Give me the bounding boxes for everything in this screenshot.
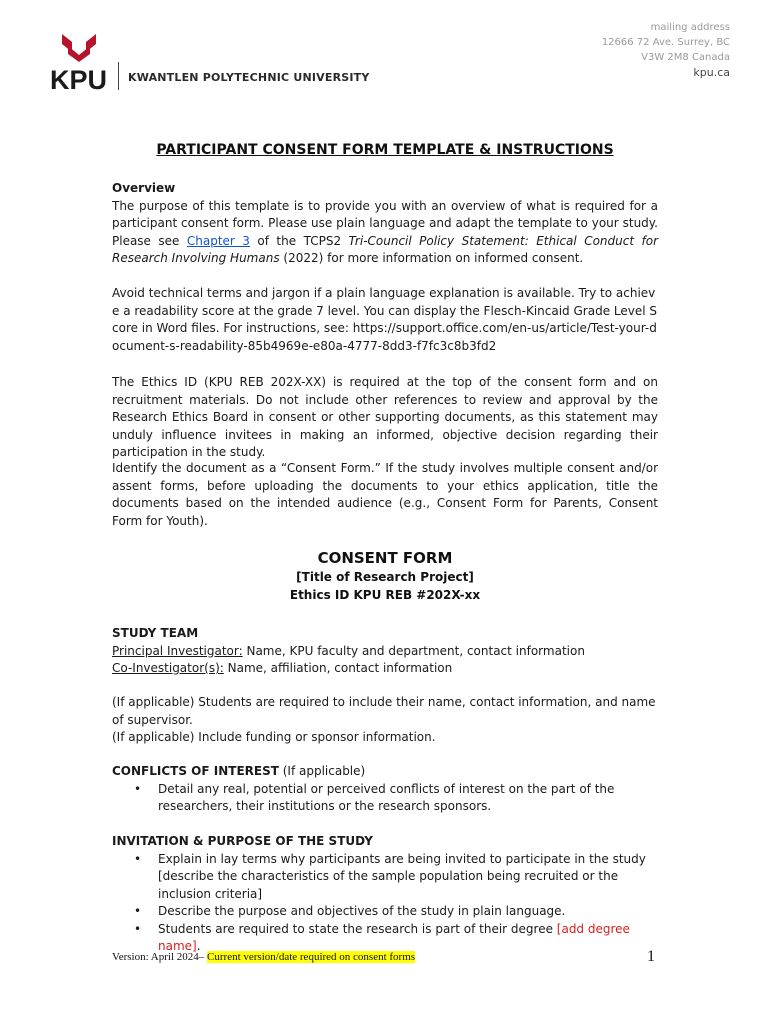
overview-paragraph-1 — [112, 198, 658, 268]
kpu-logo — [48, 34, 114, 98]
funding-note: (If applicable) Include funding or sponsor information. — [112, 730, 436, 744]
page-number: 1 — [647, 948, 655, 965]
conflicts-heading-line — [112, 763, 658, 781]
address-label: mailing address — [650, 22, 730, 33]
conflicts-list — [112, 781, 658, 816]
overview-heading: Overview — [112, 181, 176, 195]
overview-p1-text-c: (2022) for more information on informed consent. — [279, 251, 584, 265]
conflicts-heading-suffix: (If applicable) — [278, 764, 366, 778]
conflicts-heading: CONFLICTS OF INTEREST — [112, 764, 279, 778]
version-highlight: Current version/date required on consent forms — [207, 951, 416, 963]
kpu-crest-icon — [48, 34, 114, 94]
page-title: PARTICIPANT CONSENT FORM TEMPLATE & INSTRUCTIONS — [156, 142, 614, 158]
website-link[interactable]: kpu.ca — [693, 66, 730, 79]
address-line1: 12666 72 Ave. Surrey, BC — [601, 37, 730, 48]
chapter-3-link[interactable]: Chapter 3 — [186, 233, 250, 248]
university-name: KWANTLEN POLYTECHNIC UNIVERSITY — [128, 71, 370, 84]
project-title: [Title of Research Project] — [296, 570, 474, 584]
invitation-heading: INVITATION & PURPOSE OF THE STUDY — [112, 834, 373, 848]
overview-p1-text-b: of the TCPS2 — [249, 233, 349, 248]
study-team-section — [112, 625, 658, 678]
conflicts-section — [112, 763, 658, 816]
invitation-list — [112, 851, 658, 956]
invitation-section — [112, 833, 658, 956]
list-item: • Detail any real, potential or perceived conflicts of interest on the part of the researchers, their institutions or the research sponsors. — [112, 781, 658, 816]
tcps2-title: Tri-Council Policy Statement: Ethical Conduct for Research Involving Humans — [112, 233, 658, 265]
version-text: Version: April 2024– — [112, 951, 208, 963]
coi-label: Co-Investigator(s): — [112, 661, 224, 675]
mailing-address — [602, 20, 730, 80]
list-item: • Explain in lay terms why participants are being invited to participate in the study [describe the characteristics of the sample population being recruited or the inclusion criteria] — [112, 851, 658, 904]
address-line2: V3W 2M8 Canada — [641, 52, 730, 63]
degree-placeholder: [add degree name] — [158, 921, 630, 953]
pi-details: Name, KPU faculty and department, contact information — [242, 643, 585, 658]
overview-paragraph-3: The Ethics ID (KPU REB 202X-XX) is required at the top of the consent form and on recruitment materials. Do not include other references to review and approval by the Research Ethics Board in consent or other supporting documents, as this statement may unduly influence invitees in making an informed, objective decision regarding their participation in the study. — [112, 375, 658, 459]
footer-version — [112, 951, 415, 963]
overview-p1-text: The purpose of this template is to provide you with an overview of what is required for a participant consent form. Please use plain language and adapt the template to your study. Please see — [112, 198, 658, 248]
pi-label: Principal Investigator: — [112, 643, 243, 658]
study-team-heading: STUDY TEAM — [112, 626, 199, 640]
overview-paragraph-4: Identify the document as a “Consent Form.” If the study involves multiple consent and/or assent forms, before uploading the documents to your ethics application, title the documents based on the intended audience (e.g., Consent Form for Parents, Consent Form for Youth). — [112, 461, 658, 528]
degree-statement: Students are required to state the research is part of their degree — [158, 921, 557, 936]
students-note: (If applicable) Students are required to include their name, contact information, and name of supervisor. — [112, 695, 656, 727]
coi-details: Name, affiliation, contact information — [223, 661, 453, 675]
principal-investigator-line — [112, 643, 658, 661]
list-item: • Describe the purpose and objectives of the study in plain language. — [112, 903, 658, 921]
co-investigator-line — [112, 660, 658, 678]
logo-divider — [118, 62, 119, 90]
overview-paragraph-2: Avoid technical terms and jargon if a plain language explanation is available. Try to achieve a readability score at the grade 7 level. You can display the Flesch-Kincaid Grade Level Score in Word files. For instructions, see: https://support.office.com/en-us/article/Test-your-document-s-readability-85b4969e-e80a-4777-8dd3-f7fc3c8b3fd2 — [112, 286, 657, 353]
ethics-id: Ethics ID KPU REB #202X-xx — [289, 588, 481, 602]
degree-statement-end: . — [196, 939, 201, 953]
consent-form-title: CONSENT FORM — [317, 549, 453, 567]
overview-section — [112, 180, 658, 268]
logo-wordmark: KPU — [50, 65, 108, 94]
